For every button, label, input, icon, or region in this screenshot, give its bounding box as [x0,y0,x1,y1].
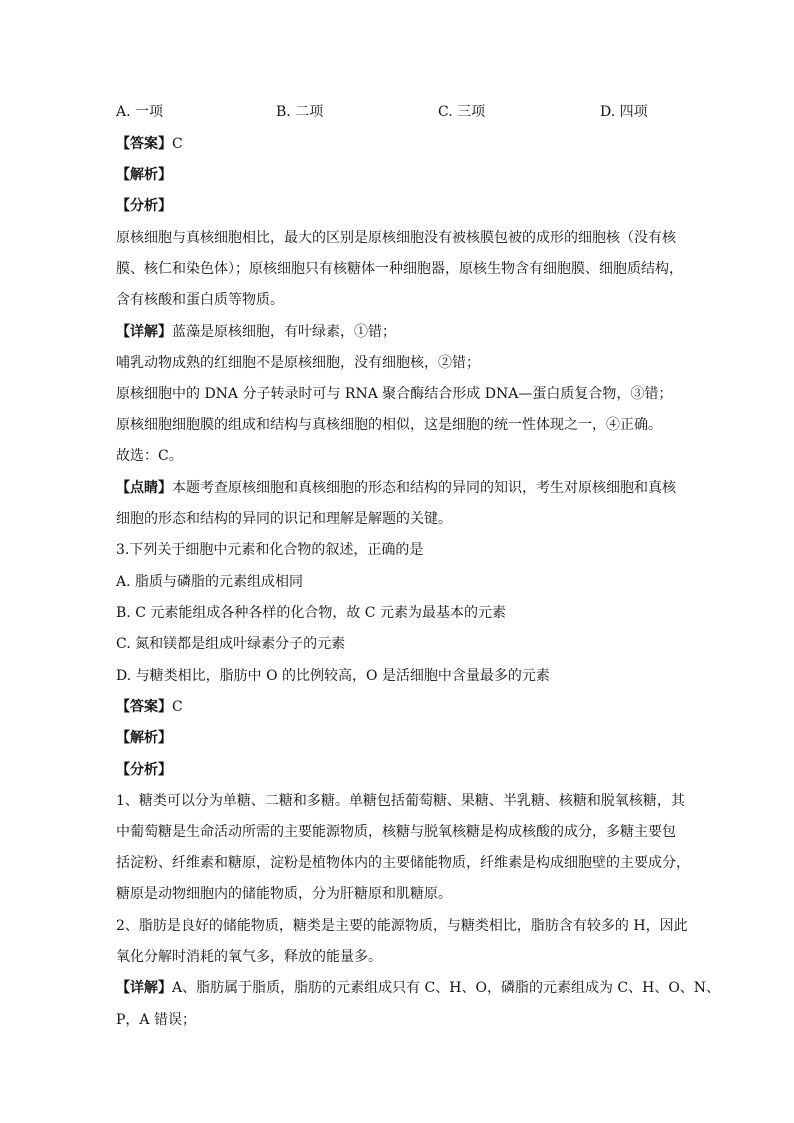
q3-fenxi-tag: 【分析】 [116,762,172,778]
q2-detail-line: 原核细胞中的 DNA 分子转录时可与 RNA 聚合酶结合形成 DNA—蛋白质复合物，③错； [116,386,673,402]
q3-fenxi-line: 糖原是动物细胞内的储能物质，分为肝糖原和肌糖原。 [116,886,452,902]
q2-analysis-tag: 【解析】 [116,167,172,183]
q2-answer-value: C [172,136,183,152]
q3-option-b: B. C 元素能组成各种各样的化合物，故 C 元素为最基本的元素 [116,605,506,621]
q2-detail-line: 原核细胞细胞膜的组成和结构与真核细胞的相似，这是细胞的统一性体现之一，④正确。 [116,417,662,433]
q2-option-d: D. 四项 [600,104,648,120]
q3-stem: 3.下列关于细胞中元素和化合物的叙述，正确的是 [116,542,424,558]
q3-fenxi-line: 中葡萄糖是生命活动所需的主要能源物质，核糖与脱氧核糖是构成核酸的成分，多糖主要包 [116,824,676,840]
q2-fenxi-line: 含有核酸和蛋白质等物质。 [116,292,284,308]
q3-fenxi-line: 2、脂肪是良好的储能物质，糖类是主要的能源物质，与糖类相比，脂肪含有较多的 H，因此 [116,918,688,934]
q2-fenxi-line: 膜、核仁和染色体）；原核细胞只有核糖体一种细胞器，原核生物含有细胞膜、细胞质结构， [116,261,683,277]
q2-detail-tag: 【详解】 [116,324,172,340]
q3-detail-second: P，A 错误； [116,1012,196,1028]
q2-option-a: A. 一项 [116,104,164,120]
q2-conclusion: 故选：C。 [116,448,183,464]
q3-detail [116,978,721,998]
q3-detail-tag: 【详解】 [116,980,172,996]
q2-comment-tag: 【点睛】 [116,480,172,496]
q2-fenxi-line: 原核细胞与真核细胞相比，最大的区别是原核细胞没有被核膜包被的成形的细胞核（没有核 [116,230,676,246]
q2-comment-second: 细胞的形态和结构的异同的识记和理解是解题的关键。 [116,511,452,527]
q3-option-d: D. 与糖类相比，脂肪中 O 的比例较高，O 是活细胞中含量最多的元素 [116,668,550,684]
q2-option-c: C. 三项 [438,104,486,120]
q2-detail-first: 蓝藻是原核细胞，有叶绿素，①错； [172,324,396,340]
q2-detail-line: 哺乳动物成熟的红细胞不是原核细胞，没有细胞核，②错； [116,355,480,371]
q3-answer-tag: 【答案】 [116,699,172,715]
q3-option-c: C. 氮和镁都是组成叶绿素分子的元素 [116,636,346,652]
q3-fenxi-line: 1、糖类可以分为单糖、二糖和多糖。单糖包括葡萄糖、果糖、半乳糖、核糖和脱氧核糖，其 [116,793,685,809]
q3-fenxi-line: 氧化分解时消耗的氧气多，释放的能量多。 [116,949,382,965]
q2-comment [116,478,686,498]
q3-detail-first: A、脂肪属于脂质，脂肪的元素组成只有 C、H、O，磷脂的元素组成为 C、H、O、N、 [172,980,721,996]
q2-comment-first: 本题考查原核细胞和真核细胞的形态和结构的异同的知识，考生对原核细胞和真核 [172,480,676,496]
q3-option-a: A. 脂质与磷脂的元素组成相同 [116,574,304,590]
q2-option-b: B. 二项 [276,104,324,120]
q3-fenxi-line: 括淀粉、纤维素和糖原，淀粉是植物体内的主要储能物质，纤维素是构成细胞壁的主要成分， [116,855,690,871]
q2-detail [116,322,686,342]
q2-answer [116,134,686,154]
q3-analysis-tag: 【解析】 [116,730,172,746]
q3-answer [116,697,686,717]
q2-fenxi-tag: 【分析】 [116,198,172,214]
q2-answer-tag: 【答案】 [116,136,172,152]
q3-answer-value: C [172,699,183,715]
